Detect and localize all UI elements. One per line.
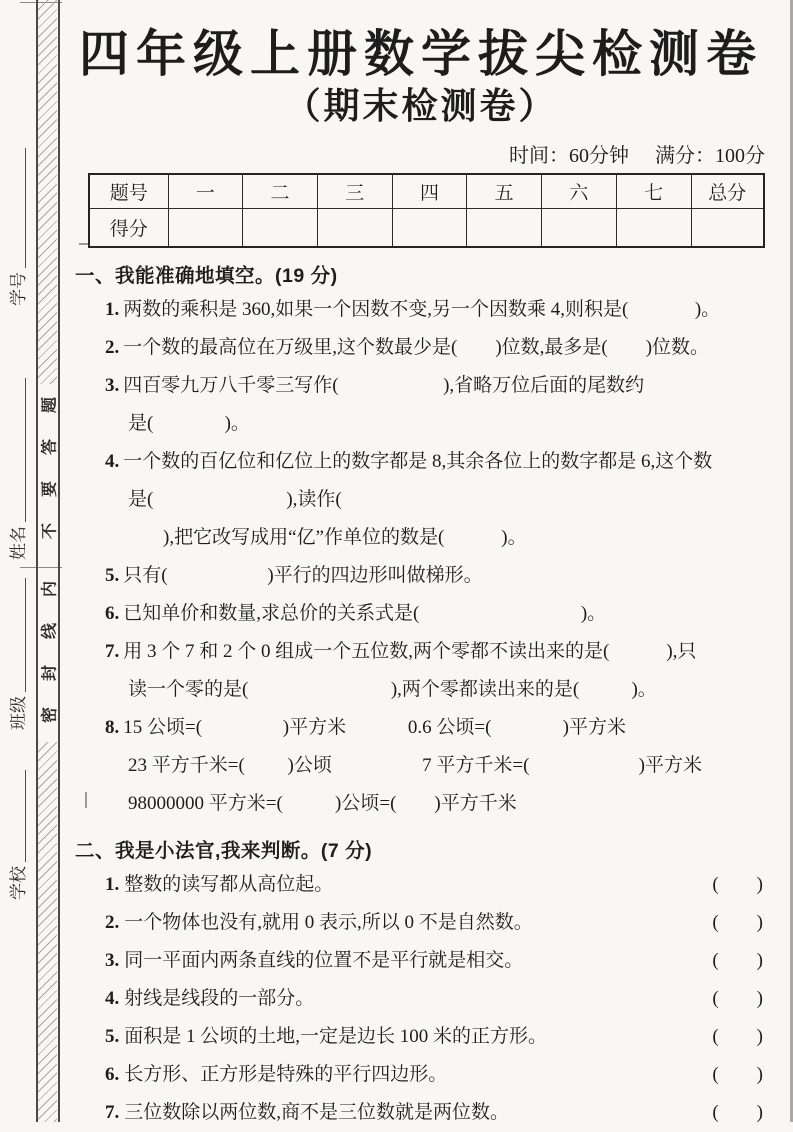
score-cell-empty <box>542 209 617 248</box>
class-blank-line <box>25 578 26 692</box>
exam-info <box>75 143 767 169</box>
score-table-col-6: 六 <box>542 174 617 209</box>
item-number: 7. <box>105 1102 120 1124</box>
item-number: 3. <box>105 950 120 972</box>
judge-item-2 <box>75 904 767 942</box>
school-blank-line <box>25 770 26 862</box>
judge-item-3 <box>75 942 767 980</box>
score-table-col-1: 一 <box>168 174 243 209</box>
item-number: 6. <box>105 603 120 625</box>
judge-statement: 面积是 1 公顷的土地,一定是边长 100 米的正方形。 <box>124 1026 548 1048</box>
judge-statement: 射线是线段的一部分。 <box>124 988 315 1010</box>
answer-parentheses: ( ) <box>712 912 763 934</box>
answer-parentheses: ( ) <box>712 1064 763 1086</box>
seal-char: 密 <box>41 707 58 724</box>
field-student-name <box>7 378 29 560</box>
fill-item-2 <box>75 329 767 367</box>
field-student-id <box>7 148 29 306</box>
item-text: 已知单价和数量,求总价的关系式是( )。 <box>123 603 607 625</box>
item-text: 15 公顷=( )平方米 0.6 公顷=( )平方米 <box>123 717 626 739</box>
student-name-blank-line <box>25 378 26 522</box>
judge-text <box>105 980 314 1018</box>
item-number: 1. <box>105 874 120 896</box>
fill-item-8 <box>75 709 767 747</box>
score-table-col-7: 七 <box>616 174 691 209</box>
item-number: 5. <box>105 1026 120 1048</box>
judge-text <box>105 942 523 980</box>
score-table-total-cell: 总分 <box>691 174 764 209</box>
item-text: 一个数的最高位在万级里,这个数最少是( )位数,最多是( )位数。 <box>123 337 710 359</box>
judge-text <box>105 1094 509 1132</box>
score-cell-empty <box>243 209 318 248</box>
judge-statement: 同一平面内两条直线的位置不是平行就是相交。 <box>124 950 524 972</box>
fill-item-8-line-3: 98000000 平方米=( )公顷=( )平方千米 <box>128 793 517 815</box>
fill-item-3 <box>75 367 767 405</box>
judge-statement: 三位数除以两位数,商不是三位数就是两位数。 <box>124 1102 510 1124</box>
answer-parentheses: ( ) <box>712 1026 763 1048</box>
seal-char: 不 <box>41 523 58 540</box>
student-id-blank-line <box>25 148 26 268</box>
seal-char: 线 <box>41 623 58 640</box>
item-number: 8. <box>105 717 120 739</box>
hatch-pattern-top <box>38 0 57 384</box>
answer-parentheses: ( ) <box>712 874 763 896</box>
seal-line-right <box>58 0 60 1122</box>
score-cell-empty <box>168 209 243 248</box>
answer-parentheses: ( ) <box>712 950 763 972</box>
section-one-heading: 一、我能准确地填空。(19 分) <box>75 265 338 288</box>
page-subtitle: （期末检测卷） <box>284 86 558 126</box>
judge-item-7 <box>75 1094 767 1132</box>
score-table-corner-cell: 题号 <box>89 174 168 209</box>
exam-content <box>75 0 767 1132</box>
judge-item-1 <box>75 866 767 904</box>
score-row-label: 得分 <box>89 209 168 248</box>
item-text: 只有( )平行的四边形叫做梯形。 <box>123 565 483 587</box>
seal-char: 答 <box>41 439 58 456</box>
fill-item-7-line-2: 读一个零的是( ),两个零都读出来的是( )。 <box>128 679 657 701</box>
item-text: 一个数的百亿位和亿位上的数字都是 8,其余各位上的数字都是 6,这个数 <box>123 451 713 473</box>
item-number: 7. <box>105 641 120 663</box>
item-number: 6. <box>105 1064 120 1086</box>
item-number: 2. <box>105 912 120 934</box>
judge-item-5 <box>75 1018 767 1056</box>
fill-in-items <box>75 291 767 823</box>
fill-item-4-line-2: 是( ),读作( <box>128 489 342 511</box>
score-cell-empty <box>317 209 392 248</box>
score-table-col-2: 二 <box>243 174 318 209</box>
fill-item-3-line-2: 是( )。 <box>128 413 250 435</box>
judge-text <box>105 1056 447 1094</box>
seal-text-column <box>37 388 58 740</box>
judge-item-6 <box>75 1056 767 1094</box>
answer-parentheses: ( ) <box>712 988 763 1010</box>
field-school <box>7 770 29 900</box>
page-title: 四年级上册数学拔尖检测卷 <box>79 26 763 82</box>
score-table-header-row <box>89 174 764 209</box>
score-table-col-5: 五 <box>467 174 542 209</box>
item-number: 4. <box>105 988 120 1010</box>
judge-text <box>105 1018 547 1056</box>
score-table-score-row <box>89 209 764 248</box>
judge-statement: 长方形、正方形是特殊的平行四边形。 <box>124 1064 448 1086</box>
judge-statement: 整数的读写都从高位起。 <box>124 874 334 896</box>
fill-item-6 <box>75 595 767 633</box>
judge-statement: 一个物体也没有,就用 0 表示,所以 0 不是自然数。 <box>124 912 533 934</box>
answer-parentheses: ( ) <box>712 1102 763 1124</box>
judge-items <box>75 866 767 1132</box>
judge-item-4 <box>75 980 767 1018</box>
fill-item-1 <box>75 291 767 329</box>
seal-char: 封 <box>41 665 58 682</box>
time-limit: 时间：60分钟 <box>509 145 629 168</box>
score-table-col-3: 三 <box>317 174 392 209</box>
judge-text <box>105 866 333 904</box>
seal-char: 题 <box>41 397 58 414</box>
score-cell-empty <box>691 209 764 248</box>
item-number: 5. <box>105 565 120 587</box>
item-text: 用 3 个 7 和 2 个 0 组成一个五位数,两个零都不读出来的是( ),只 <box>123 641 697 663</box>
field-class-label: 班级 <box>9 696 28 730</box>
seal-char: 内 <box>41 581 58 598</box>
fill-item-4-line-3: ),把它改写成用“亿”作单位的数是( )。 <box>163 527 527 549</box>
score-cell-empty <box>392 209 467 248</box>
section-two-heading: 二、我是小法官,我来判断。(7 分) <box>75 840 373 863</box>
fill-item-8-line-2: 23 平方千米=( )公顷 7 平方千米=( )平方米 <box>128 755 702 777</box>
field-class <box>7 578 29 730</box>
item-number: 2. <box>105 337 120 359</box>
judge-text <box>105 904 533 942</box>
full-score: 满分：100分 <box>655 145 765 168</box>
seal-char: 要 <box>41 481 58 498</box>
score-cell-empty <box>467 209 542 248</box>
field-school-label: 学校 <box>9 866 28 900</box>
field-student-name-label: 姓名 <box>9 526 28 560</box>
fill-item-4 <box>75 443 767 481</box>
fill-item-5 <box>75 557 767 595</box>
score-cell-empty <box>616 209 691 248</box>
item-number: 3. <box>105 375 120 397</box>
score-table <box>88 173 765 248</box>
item-number: 1. <box>105 299 120 321</box>
item-text: 四百零九万八千零三写作( ),省略万位后面的尾数约 <box>123 375 645 397</box>
item-number: 4. <box>105 451 120 473</box>
field-student-id-label: 学号 <box>9 272 28 306</box>
hatch-pattern-bottom <box>38 742 57 1122</box>
fill-item-7 <box>75 633 767 671</box>
score-table-col-4: 四 <box>392 174 467 209</box>
item-text: 两数的乘积是 360,如果一个因数不变,另一个因数乘 4,则积是( )。 <box>123 299 721 321</box>
